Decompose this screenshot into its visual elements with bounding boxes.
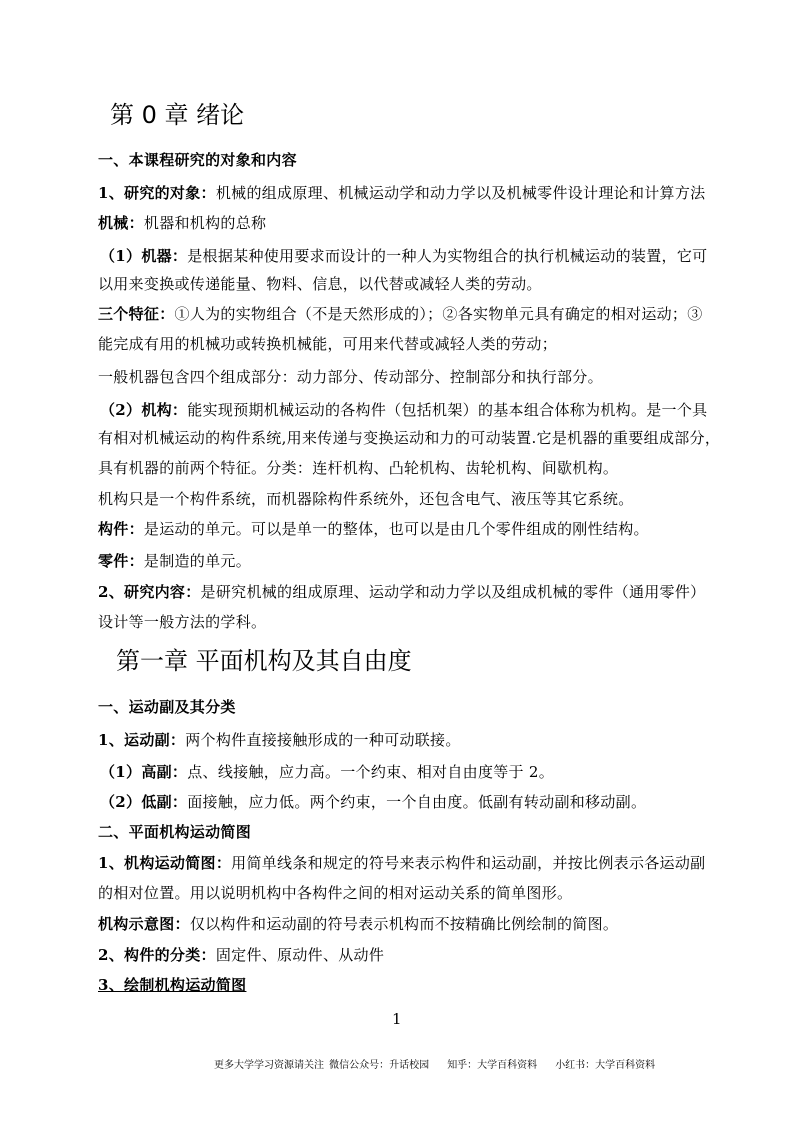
paragraph — [98, 183, 705, 203]
term-text: 点、线接触，应力高。一个约束、相对自由度等于 2。 — [187, 763, 555, 781]
term-text: 机械的组成原理、机械运动学和动力学以及机械零件设计理论和计算方法 — [215, 184, 706, 202]
paragraph — [98, 519, 649, 539]
term-label: 构件： — [98, 520, 144, 538]
term-label: 1、运动副： — [98, 731, 186, 749]
term-label: 三个特征： — [98, 305, 175, 323]
paragraph — [100, 762, 554, 782]
paragraph — [98, 551, 251, 571]
term-text: 是制造的单元。 — [143, 552, 252, 570]
paragraph-continued: 具有机器的前两个特征。分类：连杆机构、凸轮机构、齿轮机构、间歇机构。 — [98, 459, 619, 477]
term-text: 机器和机构的总称 — [143, 214, 267, 232]
paragraph-continued: 能完成有用的机械功或转换机械能，可用来代替或减轻人类的劳动； — [98, 335, 558, 353]
paragraph — [98, 730, 461, 750]
chapter1-title: 第一章 平面机构及其自由度 — [116, 647, 412, 675]
term-label: （2）机构： — [100, 401, 188, 419]
paragraph: 一般机器包含四个组成部分：动力部分、传动部分、控制部分和执行部分。 — [98, 368, 603, 386]
paragraph — [100, 400, 707, 420]
chapter0-title: 第 0 章 绪论 — [110, 101, 245, 129]
paragraph: 机构只是一个构件系统，而机器除构件系统外，还包含电气、液压等其它系统。 — [98, 490, 634, 508]
term-text: 两个构件直接接触形成的一种可动联接。 — [185, 731, 461, 749]
term-text: 能实现预期机械运动的各构件（包括机架）的基本组合体称为机构。是一个具 — [187, 401, 708, 419]
section-heading: 一、运动副及其分类 — [98, 698, 236, 716]
footer-zhihu: 知乎：大学百科资料 — [447, 1060, 538, 1071]
paragraph — [98, 945, 384, 965]
term-label: 机构示意图： — [98, 915, 190, 933]
term-text: 是根据某种使用要求而设计的一种人为实物组合的执行机械运动的装置，它可 — [187, 247, 708, 265]
term-text: 用简单线条和规定的符号来表示构件和运动副，并按比例表示各运动副 — [231, 854, 706, 872]
term-label: 2、构件的分类： — [98, 946, 216, 964]
paragraph — [98, 914, 618, 934]
term-text: ①人为的实物组合（不是天然形成的）；②各实物单元具有确定的相对运动；③ — [174, 305, 703, 323]
term-label: 1、研究的对象： — [98, 184, 216, 202]
paragraph — [100, 792, 646, 812]
term-text: 是研究机械的组成原理、运动学和动力学以及组成机械的零件（通用零件） — [200, 583, 706, 601]
term-label: （2）低副： — [100, 793, 188, 811]
paragraph-continued: 有相对机械运动的构件系统,用来传递与变换运动和力的可动装置.它是机器的重要组成部分， — [98, 429, 721, 447]
footer-xiaohongshu: 小红书：大学百科资料 — [555, 1060, 656, 1071]
footer-wechat: 更多大学学习资源请关注 微信公众号：升话校园 — [214, 1060, 430, 1071]
term-label: （1）高副： — [100, 763, 188, 781]
section-heading: 一、本课程研究的对象和内容 — [98, 151, 297, 169]
term-text: 仅以构件和运动副的符号表示机构而不按精确比例绘制的简图。 — [189, 915, 619, 933]
term-label: 2、研究内容： — [98, 583, 201, 601]
paragraph — [98, 582, 705, 602]
term-text: 固定件、原动件、从动件 — [215, 946, 385, 964]
term-label: 机械： — [98, 214, 144, 232]
paragraph — [100, 246, 707, 266]
paragraph — [98, 304, 703, 324]
term-label: 零件： — [98, 552, 144, 570]
term-label: （1）机器： — [100, 247, 188, 265]
subsection-heading: 3、绘制机构运动简图 — [98, 976, 247, 994]
paragraph-continued: 设计等一般方法的学科。 — [98, 613, 267, 631]
section-heading: 二、平面机构运动简图 — [98, 823, 252, 841]
term-text: 面接触，应力低。两个约束，一个自由度。低副有转动副和移动副。 — [187, 793, 647, 811]
footer — [214, 1056, 673, 1071]
paragraph — [98, 213, 266, 233]
page-number: 1 — [392, 1010, 402, 1028]
paragraph-continued: 以用来变换或传递能量、物料、信息，以代替或减轻人类的劳动。 — [98, 275, 542, 293]
term-label: 1、机构运动简图： — [98, 854, 232, 872]
term-text: 是运动的单元。可以是单一的整体，也可以是由几个零件组成的刚性结构。 — [143, 520, 649, 538]
paragraph — [98, 853, 705, 873]
paragraph-continued: 的相对位置。用以说明机构中各构件之间的相对运动关系的简单图形。 — [98, 884, 573, 902]
